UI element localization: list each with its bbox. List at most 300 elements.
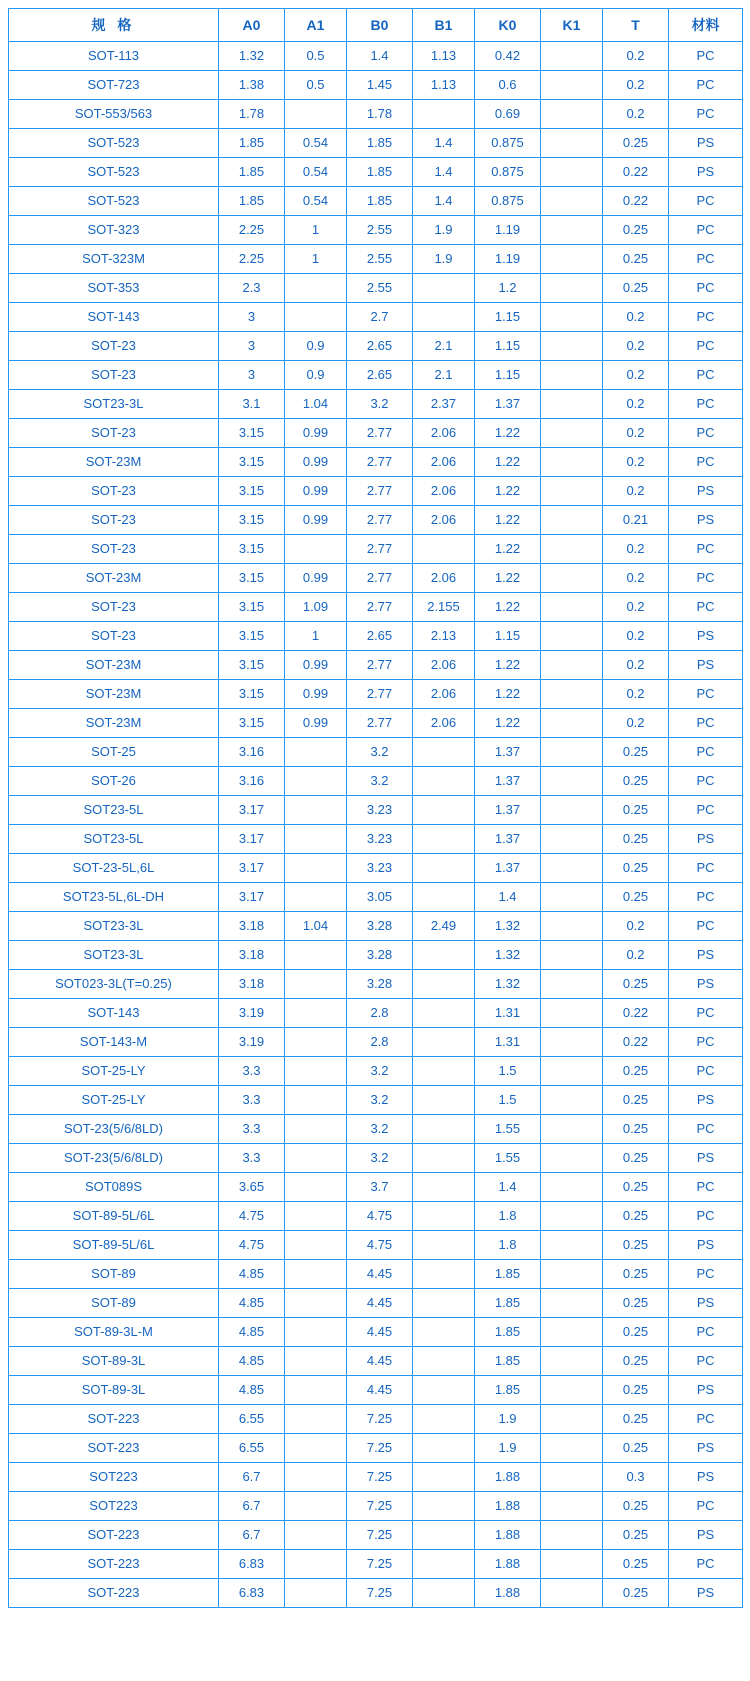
- cell-a0: 3.15: [219, 564, 285, 593]
- cell-k1: [541, 419, 603, 448]
- cell-t: 0.2: [603, 912, 669, 941]
- cell-a0: 3.3: [219, 1115, 285, 1144]
- cell-spec: SOT-143-M: [9, 1028, 219, 1057]
- cell-k1: [541, 477, 603, 506]
- cell-a1: 0.5: [285, 42, 347, 71]
- cell-b1: 2.1: [413, 361, 475, 390]
- cell-b0: 2.77: [347, 593, 413, 622]
- cell-k1: [541, 709, 603, 738]
- cell-t: 0.25: [603, 274, 669, 303]
- column-header-spec: 规 格: [9, 9, 219, 42]
- cell-t: 0.25: [603, 1405, 669, 1434]
- cell-a0: 3.18: [219, 970, 285, 999]
- cell-t: 0.25: [603, 738, 669, 767]
- cell-b0: 1.85: [347, 187, 413, 216]
- cell-spec: SOT-723: [9, 71, 219, 100]
- cell-material: PC: [669, 419, 743, 448]
- cell-material: PC: [669, 999, 743, 1028]
- cell-material: PC: [669, 303, 743, 332]
- cell-a1: [285, 1347, 347, 1376]
- table-row: [9, 506, 743, 535]
- cell-k1: [541, 593, 603, 622]
- cell-k0: 1.37: [475, 825, 541, 854]
- cell-spec: SOT-223: [9, 1405, 219, 1434]
- cell-b1: 2.155: [413, 593, 475, 622]
- cell-k1: [541, 1057, 603, 1086]
- cell-a1: [285, 100, 347, 129]
- cell-material: PS: [669, 622, 743, 651]
- cell-k1: [541, 1202, 603, 1231]
- cell-b1: [413, 1260, 475, 1289]
- table-row: [9, 767, 743, 796]
- table-row: [9, 129, 743, 158]
- cell-b1: 1.4: [413, 129, 475, 158]
- table-row: [9, 1579, 743, 1608]
- cell-b0: 3.05: [347, 883, 413, 912]
- cell-b1: [413, 1028, 475, 1057]
- cell-t: 0.25: [603, 1376, 669, 1405]
- cell-spec: SOT-523: [9, 187, 219, 216]
- cell-a0: 3.15: [219, 535, 285, 564]
- cell-k1: [541, 680, 603, 709]
- cell-t: 0.2: [603, 332, 669, 361]
- cell-material: PC: [669, 1347, 743, 1376]
- cell-spec: SOT-223: [9, 1579, 219, 1608]
- cell-a1: [285, 999, 347, 1028]
- cell-t: 0.2: [603, 303, 669, 332]
- cell-a1: [285, 767, 347, 796]
- table-row: [9, 1492, 743, 1521]
- cell-material: PS: [669, 158, 743, 187]
- cell-k0: 1.37: [475, 390, 541, 419]
- cell-a0: 3.3: [219, 1144, 285, 1173]
- cell-b1: 2.1: [413, 332, 475, 361]
- table-row: [9, 1202, 743, 1231]
- cell-b0: 7.25: [347, 1521, 413, 1550]
- cell-b1: 2.06: [413, 477, 475, 506]
- cell-material: PC: [669, 535, 743, 564]
- cell-b0: 7.25: [347, 1579, 413, 1608]
- cell-b1: [413, 1231, 475, 1260]
- cell-a0: 4.85: [219, 1260, 285, 1289]
- cell-b0: 2.77: [347, 680, 413, 709]
- cell-material: PC: [669, 100, 743, 129]
- cell-spec: SOT-23: [9, 535, 219, 564]
- cell-material: PC: [669, 332, 743, 361]
- cell-material: PC: [669, 1028, 743, 1057]
- cell-a0: 1.38: [219, 71, 285, 100]
- cell-material: PC: [669, 1202, 743, 1231]
- cell-k1: [541, 970, 603, 999]
- cell-material: PS: [669, 477, 743, 506]
- cell-a0: 3.15: [219, 448, 285, 477]
- table-body: [9, 42, 743, 1608]
- cell-a0: 3.19: [219, 1028, 285, 1057]
- cell-b1: [413, 825, 475, 854]
- cell-k0: 0.875: [475, 129, 541, 158]
- cell-material: PS: [669, 1086, 743, 1115]
- cell-spec: SOT223: [9, 1492, 219, 1521]
- cell-b1: [413, 1202, 475, 1231]
- cell-material: PS: [669, 651, 743, 680]
- table-row: [9, 854, 743, 883]
- cell-k0: 1.15: [475, 622, 541, 651]
- cell-b0: 2.77: [347, 564, 413, 593]
- cell-t: 0.25: [603, 854, 669, 883]
- cell-k1: [541, 1376, 603, 1405]
- cell-a1: 0.99: [285, 564, 347, 593]
- cell-spec: SOT-89-3L: [9, 1376, 219, 1405]
- cell-k0: 0.69: [475, 100, 541, 129]
- cell-material: PS: [669, 1231, 743, 1260]
- cell-spec: SOT-89: [9, 1260, 219, 1289]
- cell-k1: [541, 361, 603, 390]
- cell-k0: 1.15: [475, 332, 541, 361]
- cell-k0: 1.32: [475, 970, 541, 999]
- cell-k1: [541, 1405, 603, 1434]
- cell-a0: 1.32: [219, 42, 285, 71]
- cell-b0: 3.2: [347, 1086, 413, 1115]
- cell-b0: 2.77: [347, 477, 413, 506]
- cell-a0: 3.17: [219, 796, 285, 825]
- cell-a1: [285, 1173, 347, 1202]
- cell-k0: 1.4: [475, 883, 541, 912]
- cell-a0: 6.55: [219, 1405, 285, 1434]
- cell-spec: SOT-523: [9, 129, 219, 158]
- cell-k1: [541, 825, 603, 854]
- cell-k0: 1.5: [475, 1086, 541, 1115]
- cell-k1: [541, 303, 603, 332]
- cell-t: 0.2: [603, 564, 669, 593]
- table-row: [9, 158, 743, 187]
- cell-k1: [541, 1231, 603, 1260]
- cell-b1: 1.13: [413, 71, 475, 100]
- table-row: [9, 1057, 743, 1086]
- cell-material: PC: [669, 593, 743, 622]
- table-row: [9, 1144, 743, 1173]
- cell-b0: 2.8: [347, 999, 413, 1028]
- cell-material: PC: [669, 1318, 743, 1347]
- cell-material: PS: [669, 1289, 743, 1318]
- cell-b1: [413, 999, 475, 1028]
- cell-k0: 1.31: [475, 1028, 541, 1057]
- cell-a0: 3: [219, 361, 285, 390]
- cell-t: 0.25: [603, 1579, 669, 1608]
- cell-b1: [413, 883, 475, 912]
- cell-t: 0.25: [603, 1202, 669, 1231]
- cell-spec: SOT-89-3L: [9, 1347, 219, 1376]
- cell-b1: [413, 1318, 475, 1347]
- cell-k1: [541, 767, 603, 796]
- cell-k1: [541, 216, 603, 245]
- cell-b0: 3.28: [347, 941, 413, 970]
- cell-k1: [541, 854, 603, 883]
- table-row: [9, 1086, 743, 1115]
- cell-b1: [413, 1434, 475, 1463]
- cell-k1: [541, 1579, 603, 1608]
- cell-b0: 2.55: [347, 216, 413, 245]
- cell-b0: 3.23: [347, 825, 413, 854]
- cell-t: 0.25: [603, 767, 669, 796]
- cell-k0: 1.4: [475, 1173, 541, 1202]
- table-row: [9, 390, 743, 419]
- cell-b1: [413, 1144, 475, 1173]
- cell-b0: 2.55: [347, 245, 413, 274]
- cell-spec: SOT-23: [9, 477, 219, 506]
- cell-k0: 1.85: [475, 1260, 541, 1289]
- cell-a1: [285, 274, 347, 303]
- cell-spec: SOT-23(5/6/8LD): [9, 1115, 219, 1144]
- cell-spec: SOT223: [9, 1463, 219, 1492]
- cell-spec: SOT23-3L: [9, 941, 219, 970]
- cell-a1: 0.99: [285, 506, 347, 535]
- cell-a1: [285, 825, 347, 854]
- cell-material: PS: [669, 1434, 743, 1463]
- cell-k0: 1.2: [475, 274, 541, 303]
- cell-k0: 1.9: [475, 1434, 541, 1463]
- cell-a1: 0.99: [285, 419, 347, 448]
- cell-k1: [541, 1463, 603, 1492]
- cell-t: 0.2: [603, 100, 669, 129]
- cell-a1: 0.99: [285, 651, 347, 680]
- cell-b1: 1.4: [413, 158, 475, 187]
- cell-k1: [541, 506, 603, 535]
- cell-spec: SOT-223: [9, 1521, 219, 1550]
- cell-spec: SOT-23: [9, 419, 219, 448]
- cell-a1: [285, 303, 347, 332]
- cell-b0: 7.25: [347, 1434, 413, 1463]
- cell-k1: [541, 1289, 603, 1318]
- cell-spec: SOT23-3L: [9, 912, 219, 941]
- cell-material: PC: [669, 216, 743, 245]
- cell-k1: [541, 1521, 603, 1550]
- cell-t: 0.25: [603, 1115, 669, 1144]
- cell-b1: [413, 1289, 475, 1318]
- cell-b1: [413, 1405, 475, 1434]
- cell-b1: 2.49: [413, 912, 475, 941]
- cell-a0: 3.15: [219, 477, 285, 506]
- cell-spec: SOT-25: [9, 738, 219, 767]
- cell-a1: [285, 1144, 347, 1173]
- cell-t: 0.25: [603, 825, 669, 854]
- cell-spec: SOT023-3L(T=0.25): [9, 970, 219, 999]
- cell-spec: SOT-23M: [9, 448, 219, 477]
- cell-b0: 2.8: [347, 1028, 413, 1057]
- cell-k1: [541, 796, 603, 825]
- cell-b0: 1.85: [347, 158, 413, 187]
- cell-a1: [285, 854, 347, 883]
- cell-a0: 6.55: [219, 1434, 285, 1463]
- cell-k1: [541, 912, 603, 941]
- table-row: [9, 738, 743, 767]
- cell-b0: 7.25: [347, 1463, 413, 1492]
- column-header-b1: B1: [413, 9, 475, 42]
- cell-spec: SOT-23-5L,6L: [9, 854, 219, 883]
- cell-k1: [541, 999, 603, 1028]
- cell-k0: 1.15: [475, 361, 541, 390]
- cell-t: 0.2: [603, 535, 669, 564]
- cell-spec: SOT-223: [9, 1550, 219, 1579]
- cell-t: 0.25: [603, 1260, 669, 1289]
- cell-spec: SOT-25-LY: [9, 1057, 219, 1086]
- cell-a0: 6.83: [219, 1579, 285, 1608]
- cell-material: PS: [669, 1521, 743, 1550]
- cell-k0: 1.88: [475, 1521, 541, 1550]
- column-header-a1: A1: [285, 9, 347, 42]
- cell-b0: 2.65: [347, 361, 413, 390]
- cell-k1: [541, 332, 603, 361]
- cell-b1: 2.06: [413, 506, 475, 535]
- cell-b1: [413, 941, 475, 970]
- cell-k0: 0.42: [475, 42, 541, 71]
- cell-k0: 0.875: [475, 187, 541, 216]
- table-row: [9, 71, 743, 100]
- cell-spec: SOT-523: [9, 158, 219, 187]
- cell-t: 0.2: [603, 42, 669, 71]
- cell-material: PC: [669, 796, 743, 825]
- cell-b0: 3.28: [347, 912, 413, 941]
- cell-material: PC: [669, 71, 743, 100]
- table-row: [9, 941, 743, 970]
- cell-k0: 1.37: [475, 738, 541, 767]
- cell-k0: 1.37: [475, 854, 541, 883]
- cell-a1: [285, 1521, 347, 1550]
- cell-k0: 1.19: [475, 216, 541, 245]
- cell-spec: SOT-23: [9, 506, 219, 535]
- cell-a1: 0.54: [285, 158, 347, 187]
- cell-b0: 2.65: [347, 332, 413, 361]
- cell-a1: 0.99: [285, 709, 347, 738]
- cell-b1: 2.06: [413, 448, 475, 477]
- cell-k0: 1.19: [475, 245, 541, 274]
- cell-t: 0.2: [603, 709, 669, 738]
- cell-b1: [413, 1173, 475, 1202]
- cell-k0: 1.22: [475, 448, 541, 477]
- cell-k1: [541, 1173, 603, 1202]
- cell-a0: 3.15: [219, 593, 285, 622]
- column-header-t: T: [603, 9, 669, 42]
- cell-b1: [413, 1115, 475, 1144]
- cell-a1: [285, 1115, 347, 1144]
- cell-b0: 4.45: [347, 1289, 413, 1318]
- cell-a0: 3.15: [219, 622, 285, 651]
- cell-t: 0.25: [603, 1521, 669, 1550]
- cell-a1: 1.04: [285, 912, 347, 941]
- cell-a0: 3.15: [219, 709, 285, 738]
- cell-b1: 2.13: [413, 622, 475, 651]
- cell-t: 0.2: [603, 941, 669, 970]
- cell-spec: SOT-113: [9, 42, 219, 71]
- cell-b1: 2.06: [413, 709, 475, 738]
- cell-k1: [541, 622, 603, 651]
- cell-t: 0.22: [603, 1028, 669, 1057]
- cell-t: 0.25: [603, 1086, 669, 1115]
- cell-k1: [541, 1260, 603, 1289]
- cell-k0: 1.85: [475, 1318, 541, 1347]
- cell-a0: 3: [219, 332, 285, 361]
- cell-spec: SOT-143: [9, 303, 219, 332]
- cell-b1: [413, 535, 475, 564]
- cell-b1: 2.06: [413, 651, 475, 680]
- table-row: [9, 622, 743, 651]
- cell-b0: 3.2: [347, 390, 413, 419]
- table-row: [9, 564, 743, 593]
- cell-t: 0.2: [603, 651, 669, 680]
- cell-b1: [413, 970, 475, 999]
- cell-b0: 1.78: [347, 100, 413, 129]
- table-row: [9, 680, 743, 709]
- table-row: [9, 1376, 743, 1405]
- cell-a0: 3.19: [219, 999, 285, 1028]
- cell-k0: 1.55: [475, 1115, 541, 1144]
- cell-material: PC: [669, 1173, 743, 1202]
- cell-t: 0.25: [603, 216, 669, 245]
- cell-b0: 7.25: [347, 1492, 413, 1521]
- cell-b1: [413, 1086, 475, 1115]
- table-row: [9, 970, 743, 999]
- cell-a0: 4.75: [219, 1231, 285, 1260]
- cell-a0: 4.85: [219, 1347, 285, 1376]
- cell-spec: SOT-23: [9, 622, 219, 651]
- cell-a0: 1.85: [219, 187, 285, 216]
- cell-a0: 4.75: [219, 1202, 285, 1231]
- table-row: [9, 332, 743, 361]
- cell-k1: [541, 535, 603, 564]
- cell-k1: [541, 651, 603, 680]
- table-row: [9, 419, 743, 448]
- cell-b0: 3.2: [347, 1057, 413, 1086]
- table-row: [9, 274, 743, 303]
- cell-b0: 3.7: [347, 1173, 413, 1202]
- cell-material: PS: [669, 941, 743, 970]
- cell-a0: 3.17: [219, 883, 285, 912]
- cell-material: PC: [669, 1550, 743, 1579]
- cell-a0: 6.83: [219, 1550, 285, 1579]
- cell-a1: [285, 883, 347, 912]
- cell-b0: 3.2: [347, 738, 413, 767]
- table-row: [9, 1289, 743, 1318]
- cell-k0: 1.88: [475, 1463, 541, 1492]
- cell-spec: SOT-23: [9, 593, 219, 622]
- cell-t: 0.25: [603, 796, 669, 825]
- cell-b0: 2.77: [347, 651, 413, 680]
- cell-material: PS: [669, 825, 743, 854]
- cell-material: PC: [669, 738, 743, 767]
- cell-b0: 3.28: [347, 970, 413, 999]
- cell-k1: [541, 1144, 603, 1173]
- cell-material: PS: [669, 1579, 743, 1608]
- cell-a1: [285, 1231, 347, 1260]
- cell-k0: 1.37: [475, 796, 541, 825]
- cell-b1: [413, 767, 475, 796]
- cell-b1: [413, 1376, 475, 1405]
- cell-k1: [541, 42, 603, 71]
- cell-k1: [541, 158, 603, 187]
- cell-a1: [285, 1405, 347, 1434]
- cell-b0: 3.2: [347, 1144, 413, 1173]
- cell-k1: [541, 1347, 603, 1376]
- table-row: [9, 883, 743, 912]
- cell-k0: 1.55: [475, 1144, 541, 1173]
- cell-t: 0.2: [603, 448, 669, 477]
- cell-t: 0.25: [603, 883, 669, 912]
- cell-a0: 2.25: [219, 216, 285, 245]
- cell-a1: [285, 1057, 347, 1086]
- cell-spec: SOT-23M: [9, 709, 219, 738]
- table-row: [9, 187, 743, 216]
- cell-b1: 1.4: [413, 187, 475, 216]
- cell-t: 0.25: [603, 1289, 669, 1318]
